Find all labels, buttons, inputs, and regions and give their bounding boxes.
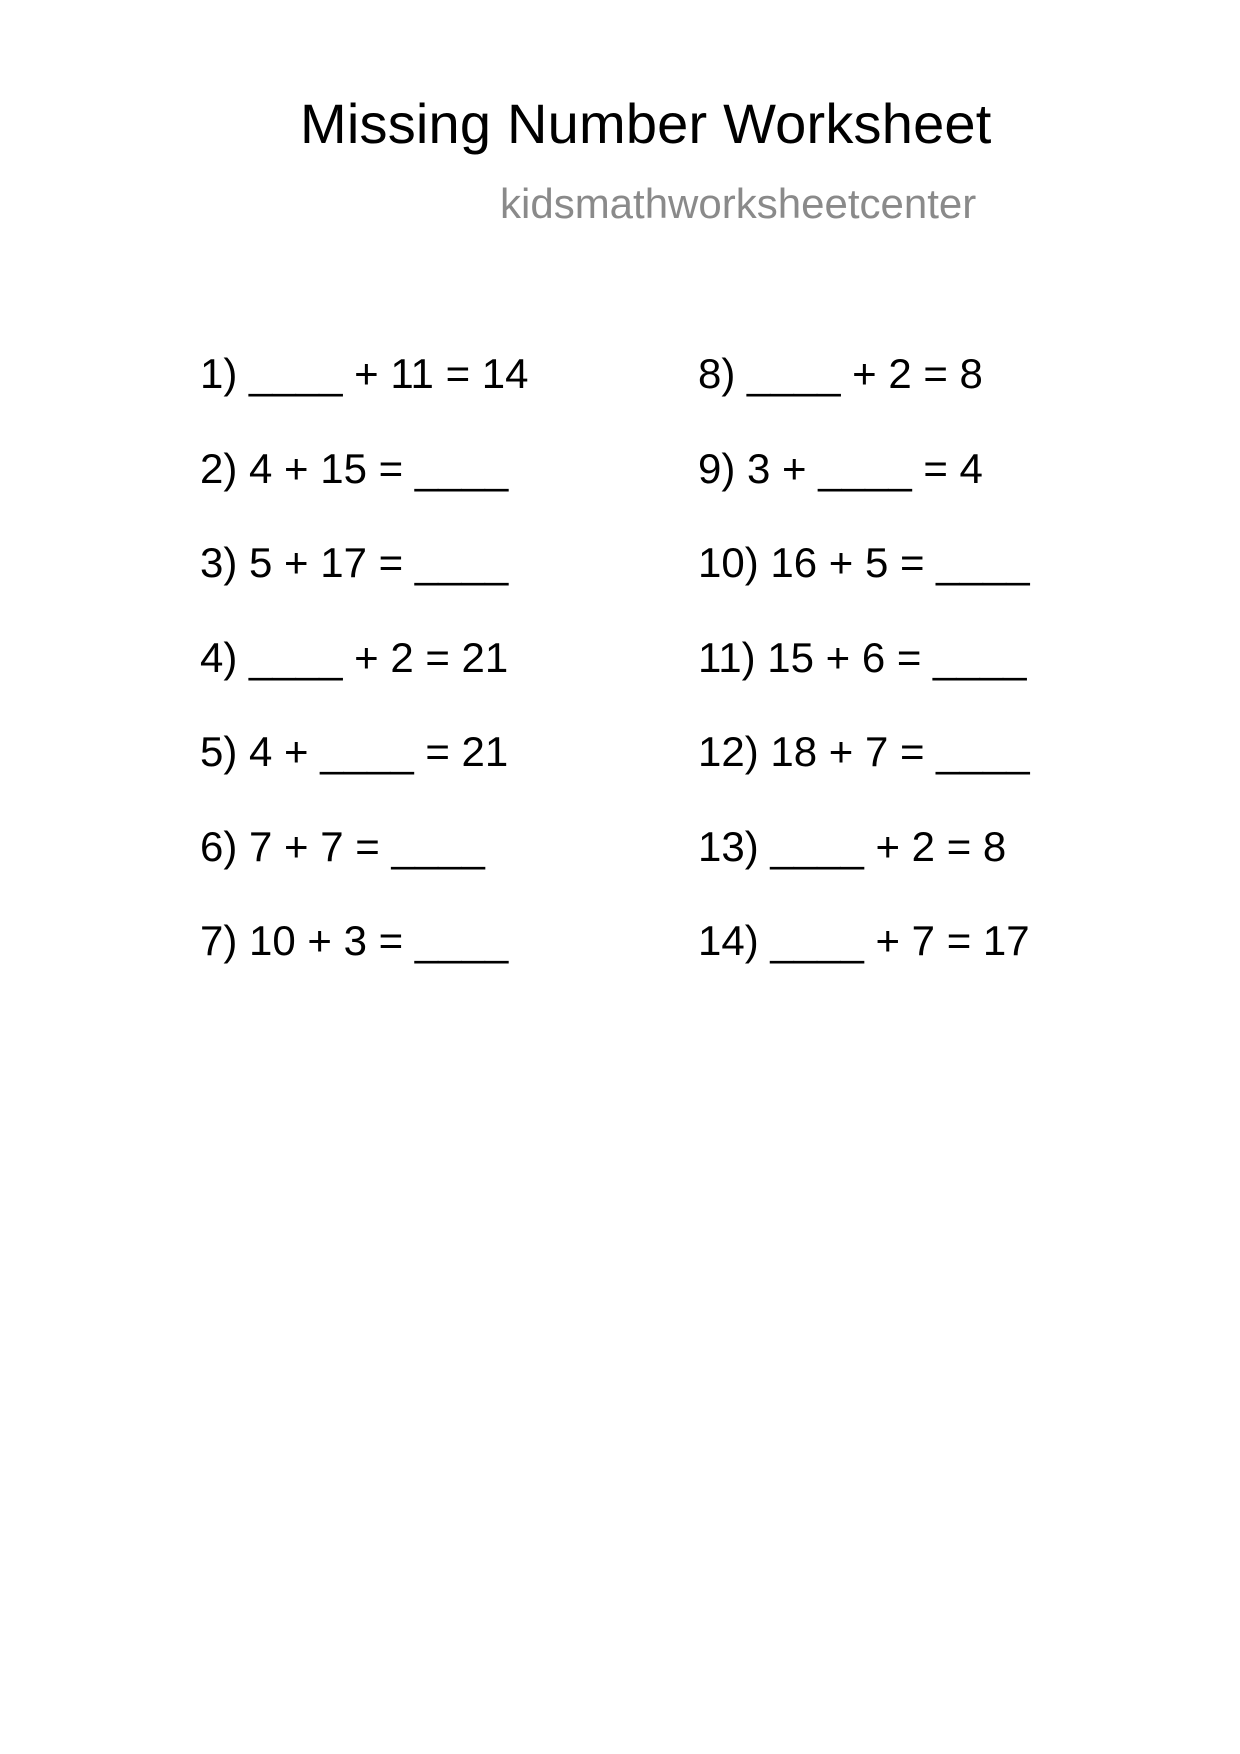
problem-6: 6) 7 + 7 = ____ <box>200 822 485 870</box>
problem-5: 5) 4 + ____ = 21 <box>200 728 509 775</box>
problem-9: 9) 3 + ____ = 4 <box>698 444 983 492</box>
worksheet-title: Missing Number Worksheet <box>300 92 992 155</box>
problem-list-left <box>200 350 529 1015</box>
problem-2: 2) 4 + 15 = ____ <box>200 444 509 492</box>
problem-list-right <box>698 350 1030 1015</box>
worksheet-source: kidsmathworksheetcenter <box>500 180 977 227</box>
problem-4: 4) ____ + 2 = 21 <box>200 633 509 681</box>
problem-11: 11) 15 + 6 = ____ <box>698 633 1027 681</box>
problem-8: 8) ____ + 2 = 8 <box>698 350 983 397</box>
problem-13: 13) ____ + 2 = 8 <box>698 822 1007 870</box>
problem-1: 1) ____ + 11 = 14 <box>200 350 529 397</box>
problem-3: 3) 5 + 17 = ____ <box>200 539 509 586</box>
problem-7: 7) 10 + 3 = ____ <box>200 917 509 964</box>
problem-12: 12) 18 + 7 = ____ <box>698 728 1030 775</box>
problem-14: 14) ____ + 7 = 17 <box>698 917 1030 964</box>
problem-10: 10) 16 + 5 = ____ <box>698 539 1030 586</box>
